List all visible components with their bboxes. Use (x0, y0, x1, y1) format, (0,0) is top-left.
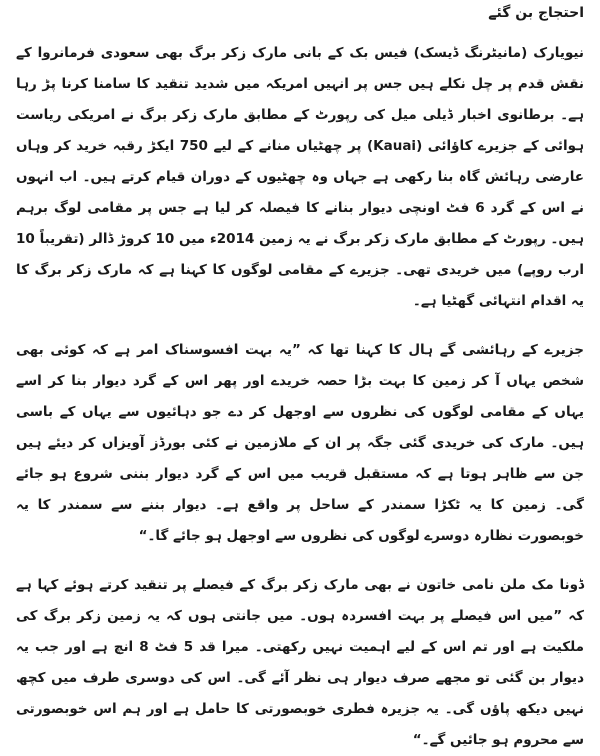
article-headline: احتجاج بن گئے (488, 5, 584, 21)
article-paragraph-2: جزیرے کے رہائشی گے ہال کا کہنا تھا کہ ”یہ بہت افسوسناک امر ہے کہ کوئی بھی شخص یہاں آ کر زمین کا بہت بڑا حصہ خریدے اور پھر اس کے گرد دیوار بنا کر اسے یہاں کے مقامی لوگوں کی نظروں سے اوجھل کر دے جو دہائیوں سے یہاں کے باسی ہیں۔ مارک کی خریدی گئی جگہ پر ان کے ملازمین نے کئی بورڈز آویزاں کر دیئے ہیں جن سے ظاہر ہوتا ہے کہ مستقبل قریب میں اس کے گرد دیوار بننی شروع ہو جائے گی۔ زمین کا یہ ٹکڑا سمندر کے ساحل پر واقع ہے۔ دیوار بننے سے سمندر کا یہ خوبصورت نظارہ دوسرے لوگوں کی نظروں سے اوجھل ہو جائے گا۔“ (16, 342, 584, 544)
article-body (16, 0, 584, 748)
article-paragraph-1: نیویارک (مانیٹرنگ ڈیسک) فیس بک کے بانی مارک زکر برگ بھی سعودی فرمانروا کے نقش قدم پر چل نکلے ہیں جس پر انہیں امریکہ میں شدید تنقید کا سامنا کرنا پڑ رہا ہے۔ برطانوی اخبار ڈیلی میل کی رپورٹ کے مطابق مارک زکر برگ نے امریکی ریاست ہوائی کے جزیرے کاؤائی (Kauai) پر چھٹیاں منانے کے لیے 750 ایکڑ رقبہ خرید کر وہاں عارضی رہائش گاہ بنا رکھی ہے جہاں وہ چھٹیوں کے دوران قیام کرتے ہیں۔ اب انہوں نے اس کے گرد 6 فٹ اونچی دیوار بنانے کا فیصلہ کر لیا ہے جس پر مقامی لوگ برہم ہیں۔ رپورٹ کے مطابق مارک زکر برگ نے یہ زمین 2014ء میں 10 کروڑ ڈالر (تقریباً 10 ارب روپے) میں خریدی تھی۔ جزیرے کے مقامی لوگوں کا کہنا ہے کہ مارک زکر برگ کا یہ اقدام انتہائی گھٹیا ہے۔ (16, 45, 584, 309)
article-paragraph-3: ڈونا مک ملن نامی خاتون نے بھی مارک زکر برگ کے فیصلے پر تنقید کرتے ہوئے کہا ہے کہ ”میں اس فیصلے پر بہت افسردہ ہوں۔ میں جانتی ہوں کہ یہ زمین زکر برگ کی ملکیت ہے اور تم اس کے لیے اہمیت نہیں رکھتی۔ میرا قد 5 فٹ 8 انچ ہے اور جب یہ دیوار بن گئی تو مجھے صرف دیوار ہی نظر آئے گی۔ اس کی دوسری طرف میں کچھ نہیں دیکھ پاؤں گی۔ یہ جزیرہ فطری خوبصورتی کا حامل ہے اور ہم اس خوبصورتی سے محروم ہو جائیں گے۔“ (16, 577, 584, 748)
